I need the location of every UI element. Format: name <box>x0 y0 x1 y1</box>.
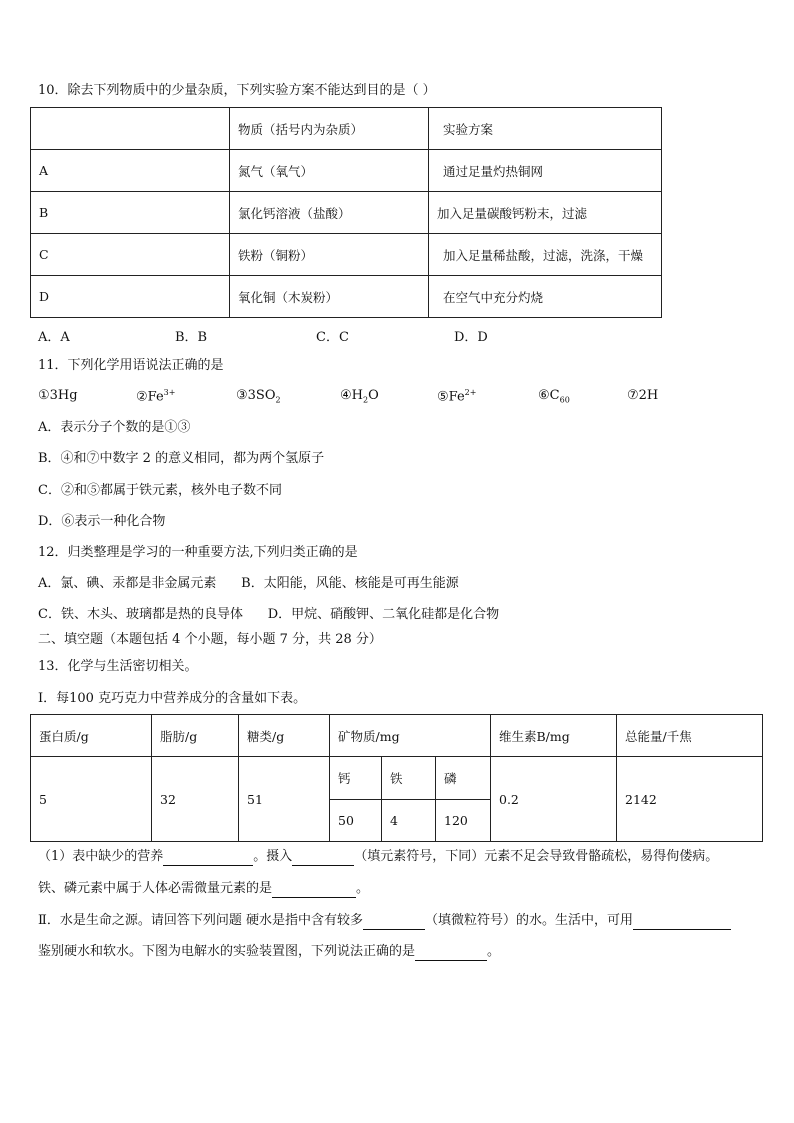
table-row <box>31 715 763 757</box>
table-cell: 4 <box>382 799 436 841</box>
q11-question: 11．下列化学用语说法正确的是 <box>38 358 224 373</box>
table-header: 脂肪/g <box>152 715 239 757</box>
table-cell: 氮气（氧气） <box>230 150 429 192</box>
q13-question: 13．化学与生活密切相关。 <box>38 659 198 674</box>
table-cell: 铁粉（铜粉） <box>230 234 429 276</box>
table-header: 蛋白质/g <box>31 715 152 757</box>
table-header: 糖类/g <box>239 715 330 757</box>
table-cell: 32 <box>152 757 239 842</box>
table-cell: 氧化铜（木炭粉） <box>230 276 429 318</box>
fill-line-1: （1）表中缺少的营养 。摄入 （填元素符号，下同）元素不足会导致骨骼疏松，易得佝偻病。 <box>38 849 719 864</box>
blank-reagent[interactable] <box>633 915 731 930</box>
q11-option-d: D．⑥表示一种化合物 <box>38 514 166 529</box>
symbol-7: ⑦2H <box>627 388 659 403</box>
table-header: 物质（括号内为杂质） <box>230 108 429 150</box>
table-cell: 通过足量灼热铜网 <box>429 150 662 192</box>
option-d: D．D <box>454 330 488 345</box>
table-cell: B <box>31 192 230 234</box>
q12-options-ab: A．氯、碘、汞都是非金属元素 B．太阳能，风能、核能是可再生能源 <box>38 576 459 591</box>
q12-options-cd: C．铁、木头、玻璃都是热的良导体 D．甲烷、硝酸钾、二氧化硅都是化合物 <box>38 607 500 622</box>
table-cell: 5 <box>31 757 152 842</box>
table-header: 矿物质/mg <box>330 715 491 757</box>
table-cell: 在空气中充分灼烧 <box>429 276 662 318</box>
q11-option-b: B．④和⑦中数字 2 的意义相同，都为两个氢原子 <box>38 451 325 466</box>
symbol-1: ①3Hg <box>38 388 78 403</box>
blank-element[interactable] <box>292 851 354 866</box>
part2-line-2: 鉴别硬水和软水。下图为电解水的实验装置图，下列说法正确的是 。 <box>38 944 501 959</box>
table-header: 总能量/千焦 <box>617 715 763 757</box>
table-row <box>31 234 662 276</box>
option-a: A．A <box>38 330 70 345</box>
table-cell: 磷 <box>436 757 491 799</box>
nutrition-table <box>30 714 763 842</box>
table-cell: 加入足量碳酸钙粉末，过滤 <box>429 192 662 234</box>
table-row <box>31 757 763 842</box>
table-cell: 0.2 <box>491 757 617 842</box>
table-cell: 51 <box>239 757 330 842</box>
symbol-5: $⑤Fe^{2+}$ <box>437 388 477 405</box>
q10-question: 10．除去下列物质中的少量杂质，下列实验方案不能达到目的是（ ） <box>38 83 436 98</box>
blank-nutrient[interactable] <box>163 851 253 866</box>
q13-part1-intro: Ⅰ．每100 克巧克力中营养成分的含量如下表。 <box>38 691 307 706</box>
table-cell: A <box>31 150 230 192</box>
blank-trace-element[interactable] <box>272 883 356 898</box>
table-cell: 加入足量稀盐酸，过滤，洗涤，干燥 <box>429 234 662 276</box>
option-b: B．B <box>175 330 208 345</box>
blank-ion[interactable] <box>363 915 425 930</box>
table-cell: 氯化钙溶液（盐酸） <box>230 192 429 234</box>
table-row <box>31 108 662 150</box>
table-row <box>31 150 662 192</box>
part2-line-1: Ⅱ．水是生命之源。请回答下列问题 硬水是指中含有较多 （填微粒符号）的水。生活中，可用 <box>38 912 731 930</box>
table-row <box>31 276 662 318</box>
table-cell: 2142 <box>617 757 763 842</box>
symbol-6: $⑥C_{60}$ <box>538 388 570 405</box>
table-cell: 50 <box>330 799 382 841</box>
fill-line-2: 铁、磷元素中属于人体必需微量元素的是 。 <box>38 881 370 896</box>
mineral-cell <box>330 757 491 842</box>
table-cell: C <box>31 234 230 276</box>
table-row <box>330 757 490 799</box>
table-cell: 铁 <box>382 757 436 799</box>
q10-table <box>30 107 662 318</box>
table-row <box>330 799 490 841</box>
table-header: 实验方案 <box>429 108 662 150</box>
table-cell: 120 <box>444 812 468 828</box>
section-heading: 二、填空题（本题包括 4 个小题，每小题 7 分，共 28 分） <box>38 632 382 647</box>
table-row <box>31 192 662 234</box>
table-cell: 钙 <box>330 757 382 799</box>
table-cell: D <box>31 276 230 318</box>
table-header: 维生素B/mg <box>491 715 617 757</box>
symbol-2: $②Fe^{3+}$ <box>136 388 176 405</box>
option-c: C．C <box>316 330 349 345</box>
table-cell <box>31 108 230 150</box>
blank-answer[interactable] <box>415 946 487 961</box>
q11-option-a: A．表示分子个数的是①③ <box>38 420 191 435</box>
mineral-subtable <box>330 757 490 841</box>
symbol-3: $③3SO_2$ <box>236 388 281 405</box>
q11-option-c: C．②和⑤都属于铁元素，核外电子数不同 <box>38 483 282 498</box>
q12-question: 12．归类整理是学习的一种重要方法,下列归类正确的是 <box>38 545 358 560</box>
symbol-4: $④H_2O$ <box>340 388 379 405</box>
